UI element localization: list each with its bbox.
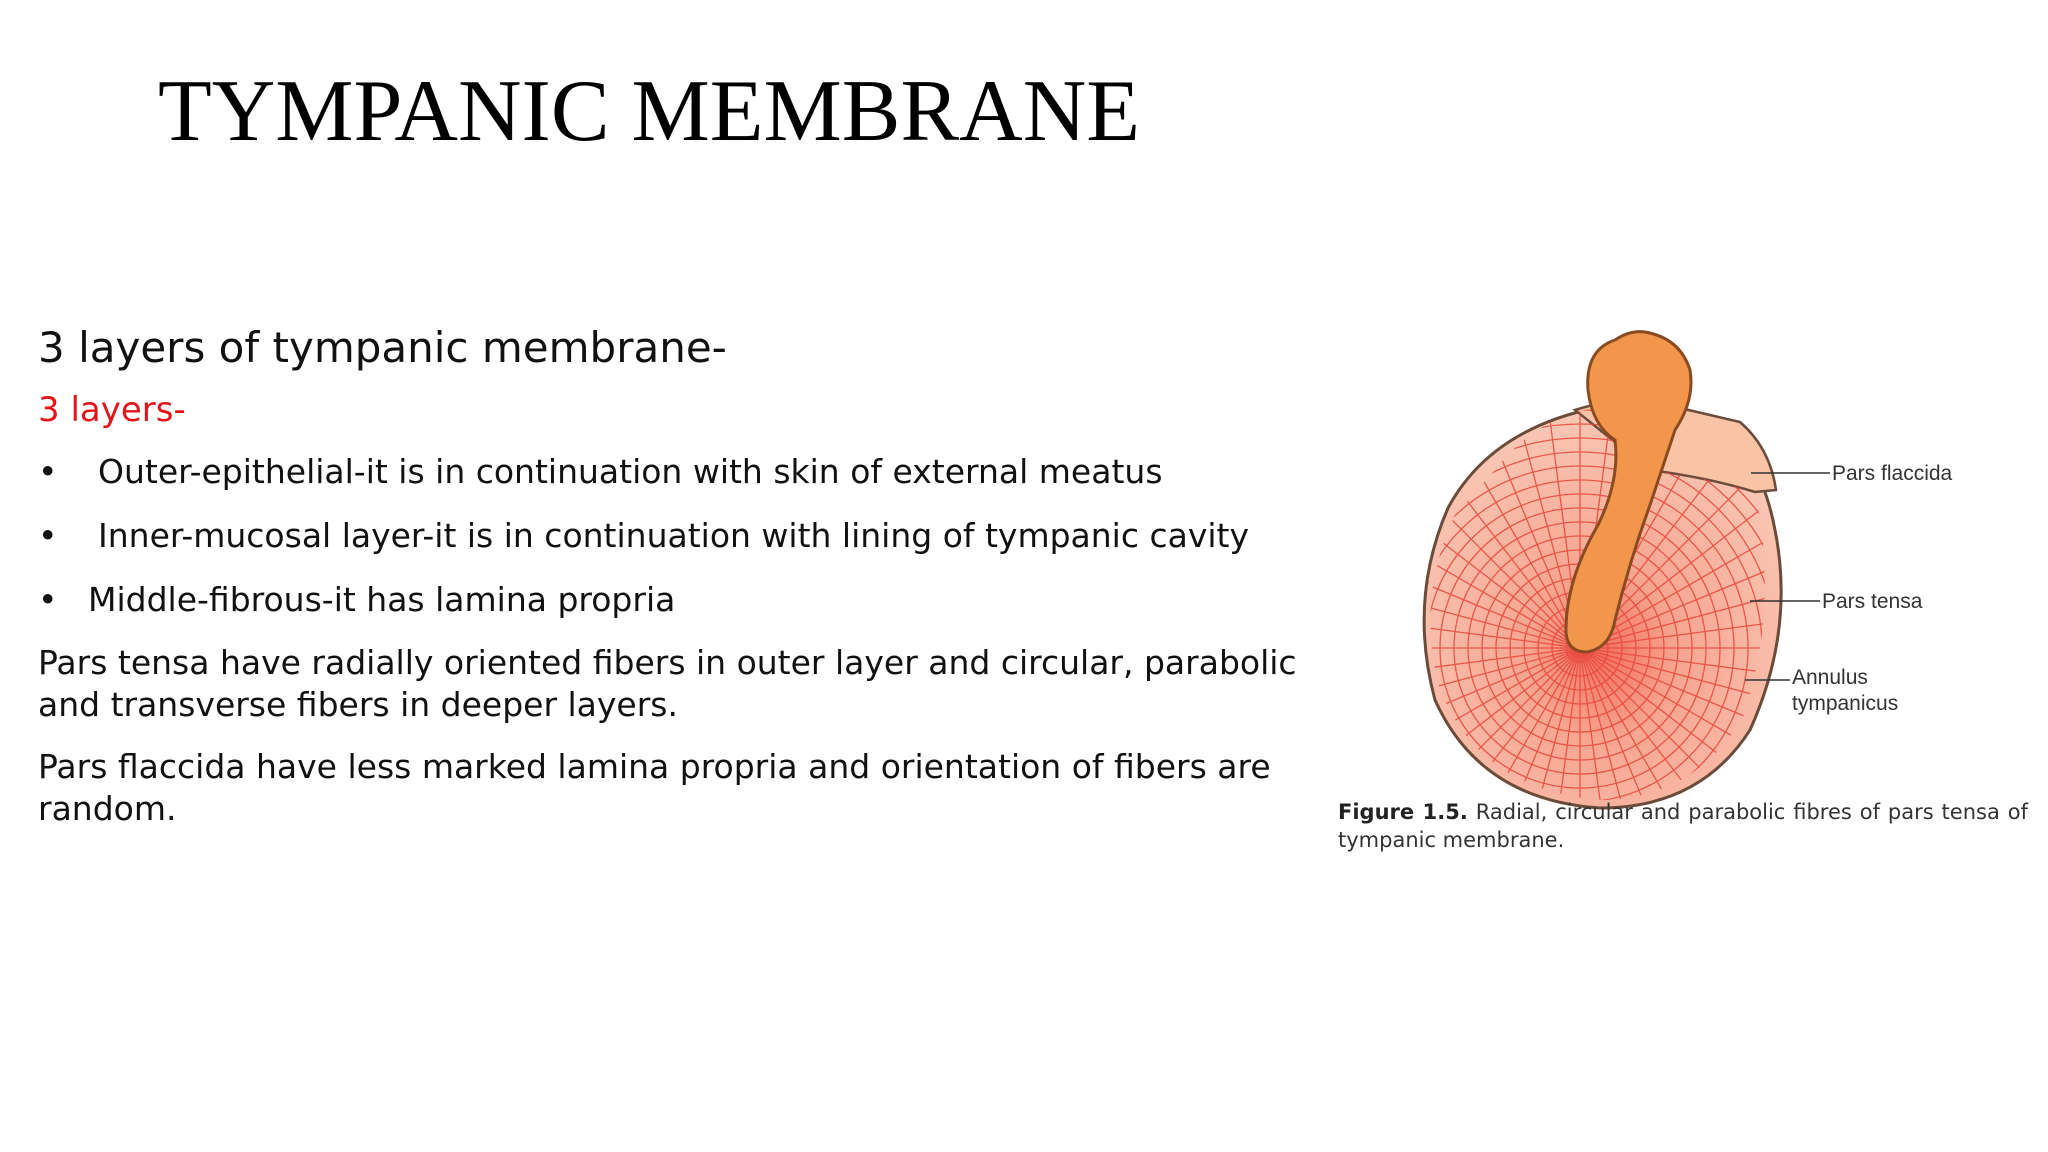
tympanic-membrane-illustration (1330, 330, 2030, 860)
label-annulus-line2: tympanicus (1792, 692, 1899, 715)
slide-body (38, 320, 1328, 850)
layers-subheading: 3 layers- (38, 390, 186, 430)
bullet-dot: • (38, 580, 58, 619)
figure-caption-text: Radial, circular and parabolic fibres of pars tensa of tympanic membrane. (1338, 800, 2028, 852)
layer-item-middle (38, 578, 1328, 622)
layer-list (38, 450, 1328, 622)
layer-item-text: Inner-mucosal layer-it is in continuation with lining of tympanic cavity (98, 516, 1250, 555)
figure-caption (1338, 798, 2028, 854)
figure-caption-label: Figure 1.5. (1338, 800, 1468, 824)
label-pars-tensa: Pars tensa (1822, 590, 1923, 613)
label-pars-flaccida: Pars flaccida (1832, 462, 1953, 485)
slide-title: TYMPANIC MEMBRANE (158, 63, 1141, 160)
bullet-dot: • (38, 452, 58, 491)
pars-flaccida-paragraph: Pars flaccida have less marked lamina propria and orientation of fibers are random. (38, 747, 1271, 828)
label-annulus-line1: Annulus (1792, 666, 1868, 689)
layer-item-outer (38, 450, 1328, 494)
pars-tensa-paragraph: Pars tensa have radially oriented fibers in outer layer and circular, parabolic and transverse fibers in deeper layers. (38, 643, 1297, 724)
layer-item-text: Outer-epithelial-it is in continuation with skin of external meatus (98, 452, 1163, 491)
layer-item-inner (38, 514, 1328, 558)
layers-heading: 3 layers of tympanic membrane- (38, 323, 727, 372)
bullet-dot: • (38, 516, 58, 555)
layer-item-text: Middle-fibrous-it has lamina propria (88, 580, 676, 619)
